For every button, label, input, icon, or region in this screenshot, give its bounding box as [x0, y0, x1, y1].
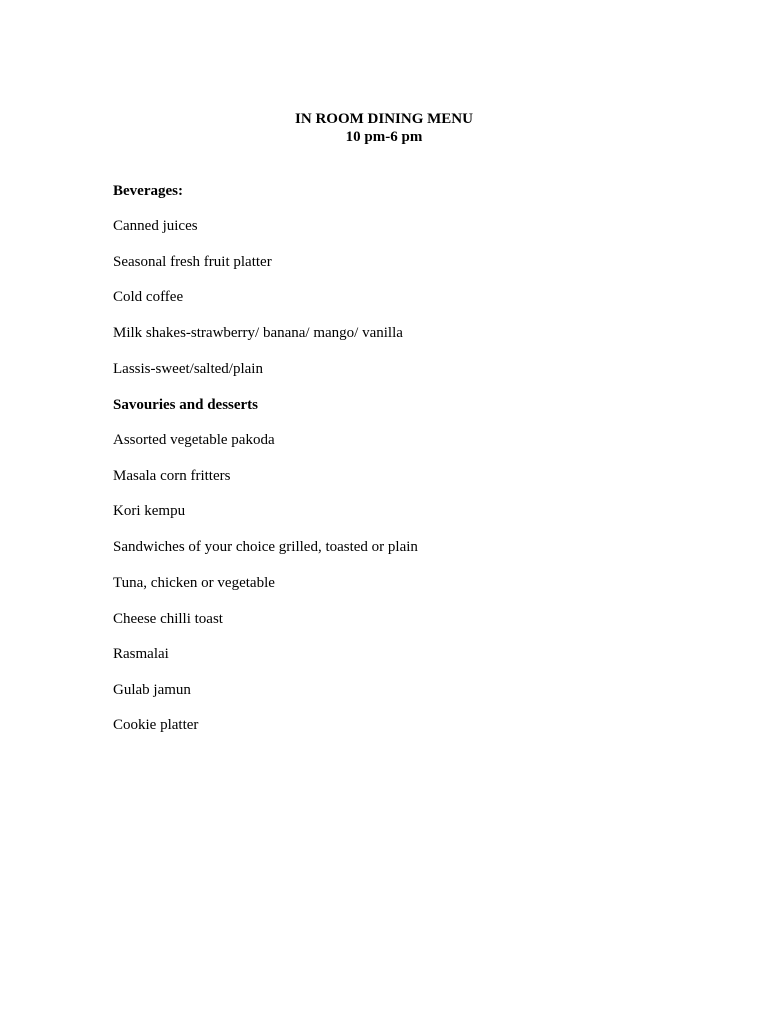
menu-title: IN ROOM DINING MENU [295, 111, 473, 127]
menu-item: Canned juices [113, 218, 198, 234]
menu-item: Assorted vegetable pakoda [113, 432, 275, 448]
menu-item: Kori kempu [113, 503, 186, 519]
menu-item: Lassis-sweet/salted/plain [113, 361, 263, 377]
menu-hours: 10 pm-6 pm [345, 129, 423, 145]
menu-item: Tuna, chicken or vegetable [113, 575, 275, 591]
section-heading-beverages: Beverages: [113, 183, 183, 199]
menu-item: Milk shakes-strawberry/ banana/ mango/ vanilla [113, 325, 403, 341]
menu-item: Seasonal fresh fruit platter [113, 254, 272, 270]
menu-item: Cookie platter [113, 717, 199, 733]
menu-header [0, 110, 768, 146]
section-heading-savouries: Savouries and desserts [113, 397, 259, 413]
menu-item: Cold coffee [113, 289, 184, 305]
menu-item: Cheese chilli toast [113, 611, 223, 627]
menu-item: Masala corn fritters [113, 468, 231, 484]
menu-item: Sandwiches of your choice grilled, toasted or plain [113, 539, 418, 555]
menu-item: Rasmalai [113, 646, 169, 662]
menu-item: Gulab jamun [113, 682, 191, 698]
